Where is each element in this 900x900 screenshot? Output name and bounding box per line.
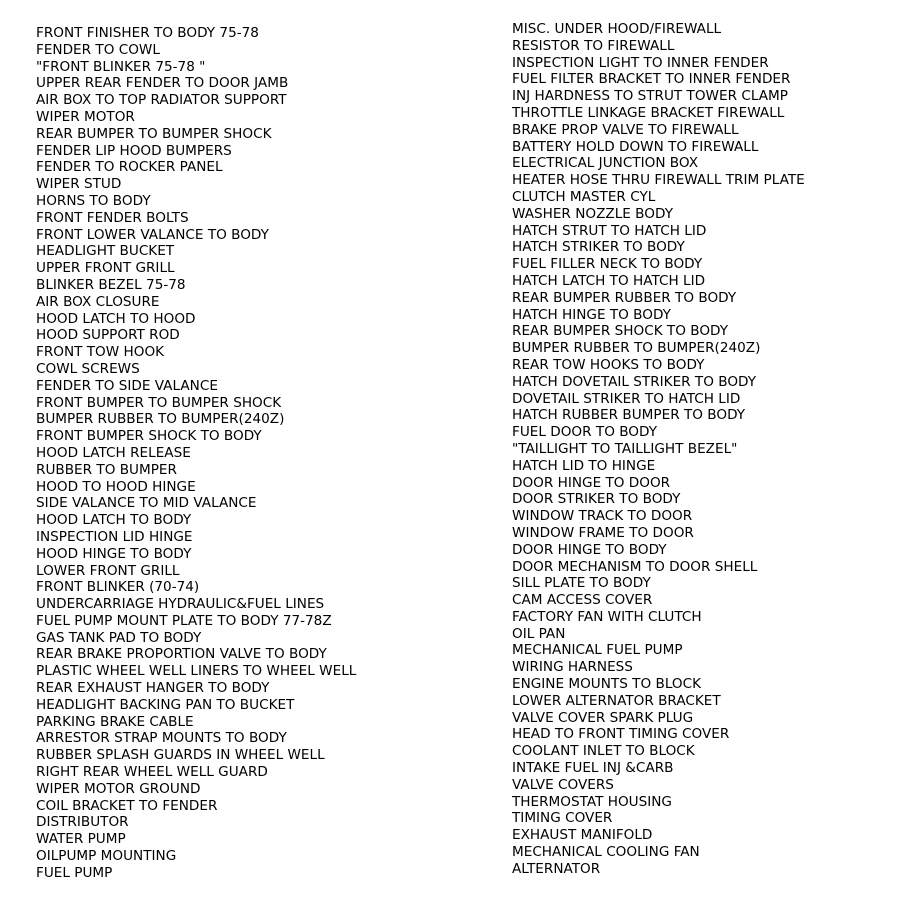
list-item: WASHER NOZZLE BODY [512,205,673,222]
list-item: FUEL PUMP [36,864,113,881]
list-item: AIR BOX CLOSURE [36,293,160,310]
list-item: MECHANICAL FUEL PUMP [512,642,683,659]
list-item: DOVETAIL STRIKER TO HATCH LID [512,390,741,407]
list-item: RIGHT REAR WHEEL WELL GUARD [36,764,268,781]
list-item: ALTERNATOR [512,860,601,877]
list-item: WIPER MOTOR [36,108,135,125]
list-item: INSPECTION LIGHT TO INNER FENDER [512,54,769,71]
list-item: WIPER MOTOR GROUND [36,780,201,797]
list-item: FUEL FILTER BRACKET TO INNER FENDER [512,71,791,88]
list-item: REAR BUMPER RUBBER TO BODY [512,289,737,306]
list-item: HATCH HINGE TO BODY [512,306,671,323]
list-item: HORNS TO BODY [36,192,151,209]
list-item: HATCH LATCH TO HATCH LID [512,272,706,289]
list-item: CAM ACCESS COVER [512,592,653,609]
right-parts-column [512,21,892,878]
list-item: FUEL PUMP MOUNT PLATE TO BODY 77-78Z [36,612,332,629]
list-item: HATCH DOVETAIL STRIKER TO BODY [512,373,757,390]
list-item: HOOD SUPPORT ROD [36,327,180,344]
list-item: FUEL DOOR TO BODY [512,424,658,441]
list-item: FACTORY FAN WITH CLUTCH [512,608,702,625]
list-item: OILPUMP MOUNTING [36,848,177,865]
list-item: FRONT BLINKER (70-74) [36,579,200,596]
list-item: FENDER TO ROCKER PANEL [36,159,223,176]
list-item: HEAD TO FRONT TIMING COVER [512,726,730,743]
list-item: FRONT FINISHER TO BODY 75-78 [36,25,259,41]
list-item: HEADLIGHT BACKING PAN TO BUCKET [36,696,295,713]
list-item: FRONT FENDER BOLTS [36,209,189,226]
list-item: AIR BOX TO TOP RADIATOR SUPPORT [36,92,287,109]
list-item: HOOD TO HOOD HINGE [36,478,196,495]
list-item: EXHAUST MANIFOLD [512,827,653,844]
list-item: HOOD HINGE TO BODY [36,545,192,562]
list-item: RESISTOR TO FIREWALL [512,37,675,54]
list-item: HATCH LID TO HINGE [512,457,656,474]
list-item: FENDER LIP HOOD BUMPERS [36,142,232,159]
list-item: FRONT LOWER VALANCE TO BODY [36,226,269,243]
list-item: TIMING COVER [512,810,613,827]
list-item: THERMOSTAT HOUSING [512,793,672,810]
list-item: ENGINE MOUNTS TO BLOCK [512,676,702,693]
list-item: COWL SCREWS [36,360,140,377]
list-item: REAR TOW HOOKS TO BODY [512,356,705,373]
list-item: FENDER TO SIDE VALANCE [36,377,218,394]
list-item: LOWER FRONT GRILL [36,562,180,579]
list-item: WIPER STUD [36,176,122,193]
list-item: COOLANT INLET TO BLOCK [512,743,695,760]
list-item: DOOR HINGE TO DOOR [512,474,671,491]
list-item: GAS TANK PAD TO BODY [36,629,202,646]
list-item: FRONT TOW HOOK [36,344,165,361]
list-item: HATCH STRUT TO HATCH LID [512,222,707,239]
list-item: UNDERCARRIAGE HYDRAULIC&FUEL LINES [36,596,325,613]
list-item: WINDOW TRACK TO DOOR [512,508,693,525]
list-item: WINDOW FRAME TO DOOR [512,524,694,541]
list-item: REAR EXHAUST HANGER TO BODY [36,680,270,697]
list-item: SIDE VALANCE TO MID VALANCE [36,495,257,512]
list-item: HOOD LATCH TO BODY [36,512,192,529]
list-item: "FRONT BLINKER 75-78 " [36,58,206,75]
list-item: LOWER ALTERNATOR BRACKET [512,692,721,709]
list-item: PLASTIC WHEEL WELL LINERS TO WHEEL WELL [36,663,357,680]
list-item: INSPECTION LID HINGE [36,528,193,545]
list-item: MECHANICAL COOLING FAN [512,844,700,861]
left-parts-column [36,25,496,882]
list-item: REAR BUMPER TO BUMPER SHOCK [36,125,272,142]
list-item: BRAKE PROP VALVE TO FIREWALL [512,121,739,138]
list-item: DOOR STRIKER TO BODY [512,491,681,508]
list-item: BLINKER BEZEL 75-78 [36,276,186,293]
list-item: RUBBER TO BUMPER [36,461,177,478]
list-item: REAR BRAKE PROPORTION VALVE TO BODY [36,646,327,663]
list-item: RUBBER SPLASH GUARDS IN WHEEL WELL [36,747,325,764]
list-item: HOOD LATCH TO HOOD [36,310,196,327]
list-item: "TAILLIGHT TO TAILLIGHT BEZEL" [512,440,738,457]
list-item: HOOD LATCH RELEASE [36,444,191,461]
list-item: WATER PUMP [36,831,126,848]
list-item: INTAKE FUEL INJ &CARB [512,760,674,777]
list-item: FRONT BUMPER TO BUMPER SHOCK [36,394,282,411]
list-item: HATCH RUBBER BUMPER TO BODY [512,407,746,424]
list-item: PARKING BRAKE CABLE [36,713,194,730]
list-item: HATCH STRIKER TO BODY [512,239,685,256]
list-item: INJ HARDNESS TO STRUT TOWER CLAMP [512,88,788,105]
list-item: CLUTCH MASTER CYL [512,188,656,205]
list-item: HEADLIGHT BUCKET [36,243,175,260]
list-item: UPPER REAR FENDER TO DOOR JAMB [36,75,289,92]
list-item: REAR BUMPER SHOCK TO BODY [512,323,729,340]
list-item: UPPER FRONT GRILL [36,260,175,277]
list-item: SILL PLATE TO BODY [512,575,651,592]
list-item: BUMPER RUBBER TO BUMPER(240Z) [512,340,761,357]
list-item: DOOR MECHANISM TO DOOR SHELL [512,558,758,575]
list-item: BUMPER RUBBER TO BUMPER(240Z) [36,411,285,428]
list-item: FRONT BUMPER SHOCK TO BODY [36,428,262,445]
list-item: MISC. UNDER HOOD/FIREWALL [512,21,722,37]
list-item: ARRESTOR STRAP MOUNTS TO BODY [36,730,287,747]
list-item: THROTTLE LINKAGE BRACKET FIREWALL [512,104,785,121]
list-item: WIRING HARNESS [512,659,633,676]
list-item: HEATER HOSE THRU FIREWALL TRIM PLATE [512,172,805,189]
list-item: VALVE COVERS [512,776,614,793]
list-item: ELECTRICAL JUNCTION BOX [512,155,699,172]
list-item: VALVE COVER SPARK PLUG [512,709,694,726]
list-item: OIL PAN [512,625,566,642]
list-item: COIL BRACKET TO FENDER [36,797,218,814]
list-item: DISTRIBUTOR [36,814,129,831]
list-item: FENDER TO COWL [36,41,160,58]
list-item: BATTERY HOLD DOWN TO FIREWALL [512,138,759,155]
list-item: FUEL FILLER NECK TO BODY [512,256,703,273]
list-item: DOOR HINGE TO BODY [512,541,667,558]
